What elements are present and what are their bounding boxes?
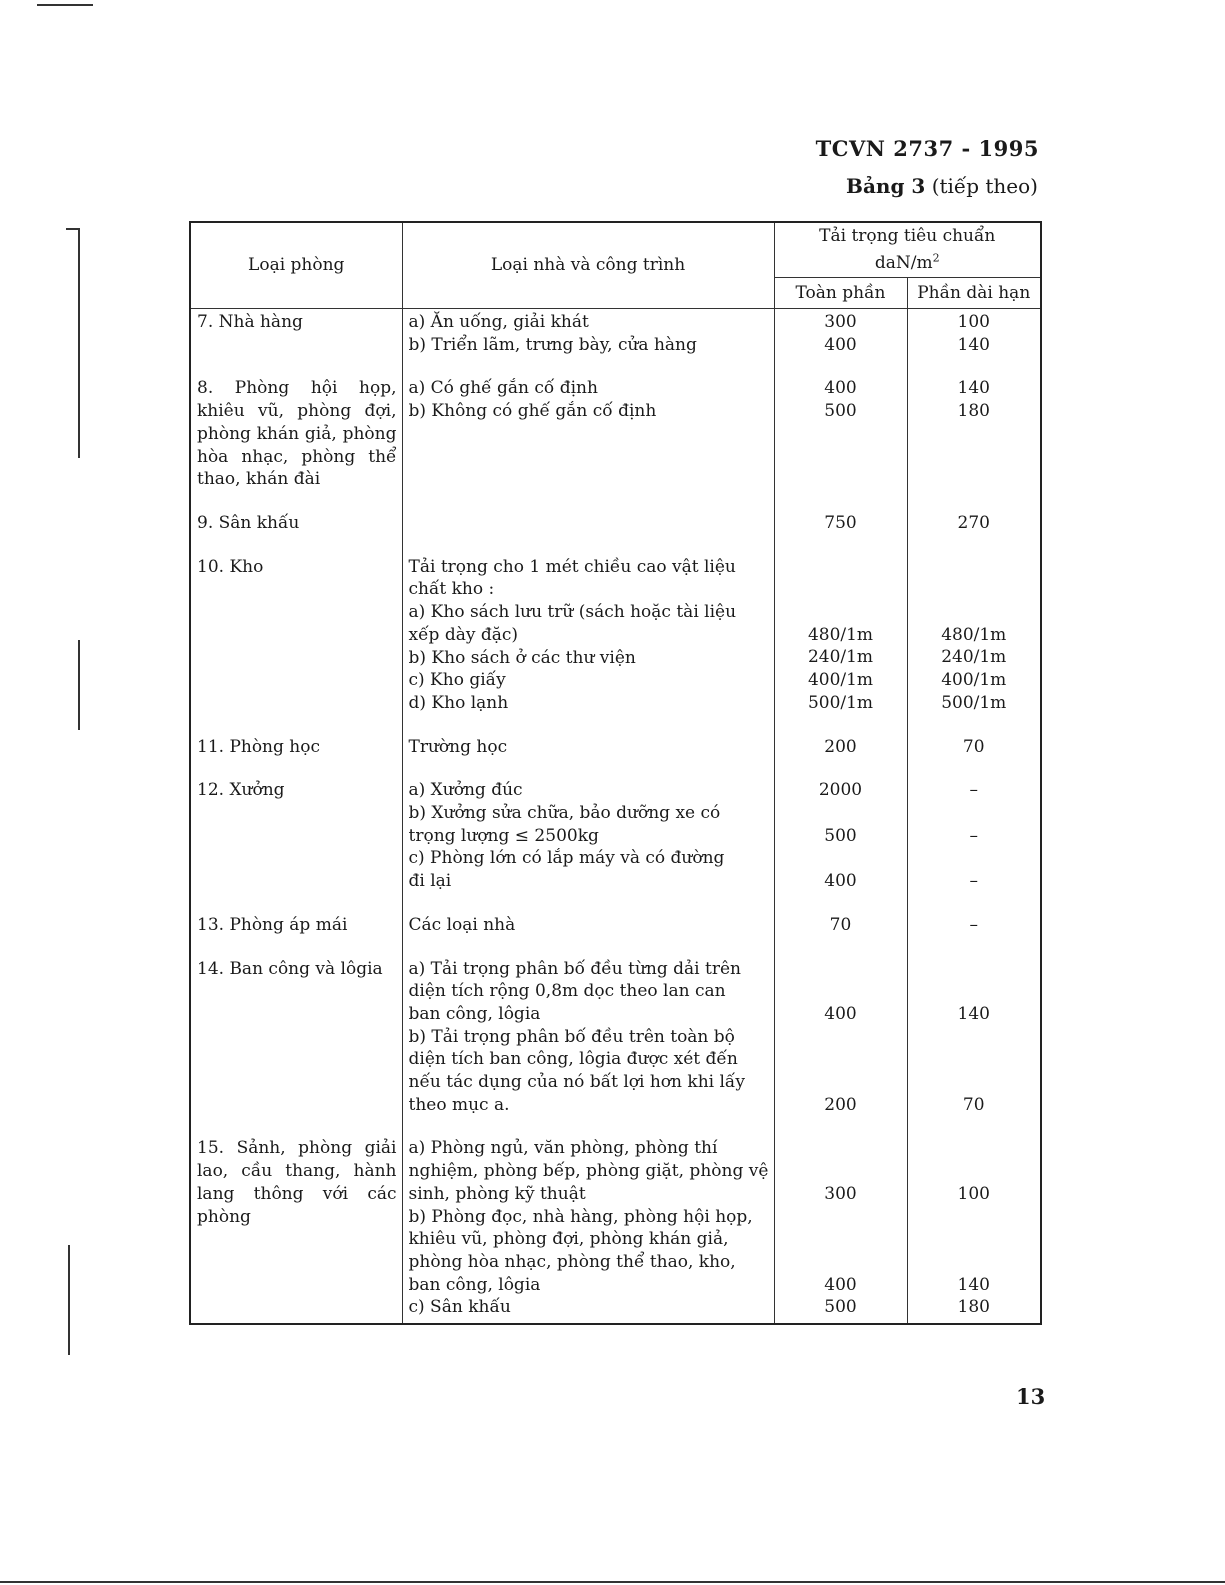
building-type-cell (402, 1137, 774, 1324)
full-load-value (775, 802, 907, 825)
room-type-cell: 10. Kho (190, 556, 402, 736)
long-term-load-cell (907, 1137, 1041, 1324)
load-unit-exponent: 2 (932, 251, 940, 265)
long-term-load-value (908, 1160, 1041, 1183)
long-term-load-value: 100 (957, 1183, 990, 1204)
long-term-load-value (908, 601, 1041, 624)
building-type-line: theo mục a. (408, 1094, 510, 1115)
table-row (190, 736, 1041, 780)
building-type-line: c) Phòng lớn có lắp máy và có đường (408, 848, 725, 869)
full-load-value: 200 (824, 1094, 857, 1115)
full-load-cell (774, 377, 907, 512)
long-term-load-value: – (969, 780, 978, 801)
full-load-value: 70 (829, 914, 852, 935)
long-term-load-value: 140 (957, 1274, 990, 1295)
table-caption-suffix: (tiếp theo) (931, 174, 1038, 198)
long-term-load-cell (907, 512, 1041, 556)
full-load-value (775, 578, 907, 601)
long-term-load-cell (907, 736, 1041, 780)
load-unit (875, 253, 940, 273)
building-type-line: a) Ăn uống, giải khát (408, 312, 589, 333)
full-load-value: 300 (824, 312, 857, 333)
building-type-cell (402, 736, 774, 780)
full-load-value: 500 (824, 825, 857, 846)
full-load-value: 480/1m (807, 624, 874, 645)
full-load-cell (774, 556, 907, 736)
building-type-line: c) Sân khấu (408, 1297, 511, 1318)
full-load-value (775, 1228, 907, 1251)
full-load-cell (774, 512, 907, 556)
full-load-value (775, 556, 907, 579)
full-load-value: 240/1m (807, 647, 874, 668)
full-load-cell (774, 958, 907, 1138)
long-term-load-value: 70 (962, 1094, 985, 1115)
full-load-value (775, 1137, 907, 1160)
long-term-load-cell (907, 556, 1041, 736)
full-load-value: 400 (824, 1274, 857, 1295)
long-term-load-value: 140 (957, 1003, 990, 1024)
long-term-load-cell (907, 309, 1041, 378)
long-term-load-value: 180 (957, 1297, 990, 1318)
full-load-value: 400 (824, 334, 857, 355)
col-full-header: Toàn phần (774, 278, 907, 309)
col-load-group-header (774, 222, 1041, 278)
long-term-load-value: 500/1m (941, 692, 1007, 713)
full-load-value (775, 1071, 907, 1094)
building-type-line: diện tích rộng 0,8m dọc theo lan can (408, 981, 726, 1002)
room-type-cell: 8. Phòng hội họp, khiêu vũ, phòng đợi, phòng khán giả, phòng hòa nhạc, phòng thể thao, khán đài (190, 377, 402, 512)
full-load-cell (774, 736, 907, 780)
long-term-load-value (908, 958, 1041, 981)
long-term-load-value (908, 1228, 1041, 1251)
scan-mark (0, 1581, 1225, 1583)
full-load-value: 400 (824, 378, 857, 399)
table-row (190, 914, 1041, 958)
long-term-load-value: 70 (962, 736, 985, 757)
long-term-load-value (908, 1206, 1041, 1229)
page-number: 13 (1016, 1384, 1046, 1409)
building-type-line (409, 512, 769, 535)
scan-mark (37, 4, 93, 6)
full-load-value (775, 1206, 907, 1229)
table-row (190, 377, 1041, 512)
building-type-line: a) Có ghế gắn cố định (408, 378, 598, 399)
table-row (190, 1137, 1041, 1324)
building-type-line: khiêu vũ, phòng đợi, phòng khán giả, (408, 1229, 729, 1250)
load-group-title: Tải trọng tiêu chuẩn (819, 226, 996, 246)
building-type-line: phòng hòa nhạc, phòng thể thao, kho, (408, 1251, 736, 1272)
scan-bracket (68, 1245, 70, 1355)
full-load-value: 500 (824, 1297, 857, 1318)
building-type-cell (402, 779, 774, 914)
full-load-cell (774, 914, 907, 958)
full-load-value: 500/1m (807, 692, 874, 713)
table-row (190, 556, 1041, 736)
long-term-load-value (908, 1026, 1041, 1049)
building-type-line: b) Tải trọng phân bố đều trên toàn bộ (408, 1026, 735, 1047)
building-type-cell (402, 914, 774, 958)
long-term-load-value: 270 (957, 512, 990, 533)
full-load-value (775, 1026, 907, 1049)
long-term-load-cell (907, 377, 1041, 512)
full-load-value (775, 847, 907, 870)
full-load-value (775, 980, 907, 1003)
long-term-load-value: – (969, 825, 978, 846)
full-load-value: 2000 (818, 780, 863, 801)
col-room-type-header: Loại phòng (190, 222, 402, 309)
table-row (190, 958, 1041, 1138)
long-term-load-value (908, 1048, 1041, 1071)
building-type-line: b) Không có ghế gắn cố định (408, 401, 657, 422)
long-term-load-value: 480/1m (941, 624, 1007, 645)
building-type-cell (402, 309, 774, 378)
long-term-load-value (908, 1071, 1041, 1094)
full-load-value: 400 (824, 1003, 857, 1024)
scan-bracket (78, 228, 80, 458)
building-type-line: b) Phòng đọc, nhà hàng, phòng hội họp, (408, 1206, 753, 1227)
long-term-load-value (908, 980, 1041, 1003)
full-load-value (775, 601, 907, 624)
full-load-value: 200 (824, 736, 857, 757)
building-type-line: đi lại (408, 871, 452, 892)
building-type-line: Trường học (408, 736, 508, 757)
long-term-load-cell (907, 958, 1041, 1138)
room-type-cell: 12. Xưởng (190, 779, 402, 914)
full-load-value: 400 (824, 871, 857, 892)
long-term-load-value: 100 (957, 312, 990, 333)
col-long-term-header: Phần dài hạn (907, 278, 1041, 309)
building-type-line: nếu tác dụng của nó bất lợi hơn khi lấy (408, 1072, 745, 1093)
room-type-cell: 13. Phòng áp mái (190, 914, 402, 958)
building-type-line: ban công, lôgia (408, 1274, 541, 1295)
building-type-line: ban công, lôgia (408, 1003, 541, 1024)
scan-bracket (66, 228, 80, 230)
long-term-load-value: 400/1m (941, 670, 1007, 691)
room-type-cell: 14. Ban công và lôgia (190, 958, 402, 1138)
long-term-load-value (908, 847, 1041, 870)
long-term-load-value: – (969, 914, 978, 935)
room-type-cell: 15. Sảnh, phòng giải lao, cầu thang, hành lang thông với các phòng (190, 1137, 402, 1324)
load-table-head (190, 222, 1041, 309)
building-type-line: chất kho : (408, 579, 495, 600)
building-type-line: d) Kho lạnh (408, 692, 509, 713)
long-term-load-value (908, 556, 1041, 579)
building-type-line: xếp dày đặc) (408, 624, 519, 645)
building-type-line: b) Xưởng sửa chữa, bảo dưỡng xe có (408, 803, 721, 824)
col-building-type-header: Loại nhà và công trình (402, 222, 774, 309)
building-type-line: b) Triển lãm, trưng bày, cửa hàng (408, 334, 697, 355)
long-term-load-value: 140 (957, 378, 990, 399)
full-load-cell (774, 779, 907, 914)
long-term-load-cell (907, 914, 1041, 958)
long-term-load-value (908, 1137, 1041, 1160)
long-term-load-cell (907, 779, 1041, 914)
long-term-load-value (908, 802, 1041, 825)
room-type-cell: 11. Phòng học (190, 736, 402, 780)
long-term-load-value: 180 (957, 401, 990, 422)
full-load-value: 750 (824, 512, 857, 533)
building-type-line: c) Kho giấy (408, 670, 506, 691)
room-type-cell: 7. Nhà hàng (190, 309, 402, 378)
table-row (190, 309, 1041, 378)
table-label: Bảng 3 (846, 174, 926, 198)
building-type-line: trọng lượng ≤ 2500kg (408, 825, 599, 846)
building-type-line: a) Kho sách lưu trữ (sách hoặc tài liệu (408, 602, 737, 623)
building-type-cell (402, 556, 774, 736)
long-term-load-value (908, 1251, 1041, 1274)
long-term-load-value: – (969, 871, 978, 892)
full-load-cell (774, 309, 907, 378)
full-load-value: 300 (824, 1183, 857, 1204)
building-type-line: a) Phòng ngủ, văn phòng, phòng thí (408, 1138, 718, 1159)
standard-code: TCVN 2737 - 1995 (815, 136, 1039, 161)
full-load-value: 400/1m (807, 670, 874, 691)
building-type-line: b) Kho sách ở các thư viện (408, 647, 636, 668)
building-type-line: a) Tải trọng phân bố đều từng dải trên (408, 958, 741, 979)
room-type-cell: 9. Sân khấu (190, 512, 402, 556)
building-type-cell (402, 512, 774, 556)
building-type-line: Tải trọng cho 1 mét chiều cao vật liệu (408, 556, 736, 577)
load-table-body (190, 309, 1041, 1325)
building-type-line: sinh, phòng kỹ thuật (408, 1183, 586, 1204)
building-type-cell (402, 958, 774, 1138)
full-load-value (775, 958, 907, 981)
full-load-value: 500 (824, 401, 857, 422)
load-table (189, 221, 1042, 1325)
building-type-line: Các loại nhà (408, 914, 516, 935)
long-term-load-value (908, 578, 1041, 601)
full-load-value (775, 1160, 907, 1183)
building-type-line: nghiệm, phòng bếp, phòng giặt, phòng vệ (408, 1161, 769, 1182)
building-type-line: a) Xưởng đúc (408, 780, 523, 801)
building-type-cell (402, 377, 774, 512)
load-unit-base: daN/m (874, 253, 933, 274)
table-caption (846, 174, 1038, 198)
full-load-cell (774, 1137, 907, 1324)
table-row (190, 779, 1041, 914)
long-term-load-value: 140 (957, 334, 990, 355)
building-type-line: diện tích ban công, lôgia được xét đến (408, 1049, 738, 1070)
full-load-value (775, 1048, 907, 1071)
scan-bracket (78, 640, 80, 730)
full-load-value (775, 1251, 907, 1274)
long-term-load-value: 240/1m (941, 647, 1007, 668)
table-row (190, 512, 1041, 556)
